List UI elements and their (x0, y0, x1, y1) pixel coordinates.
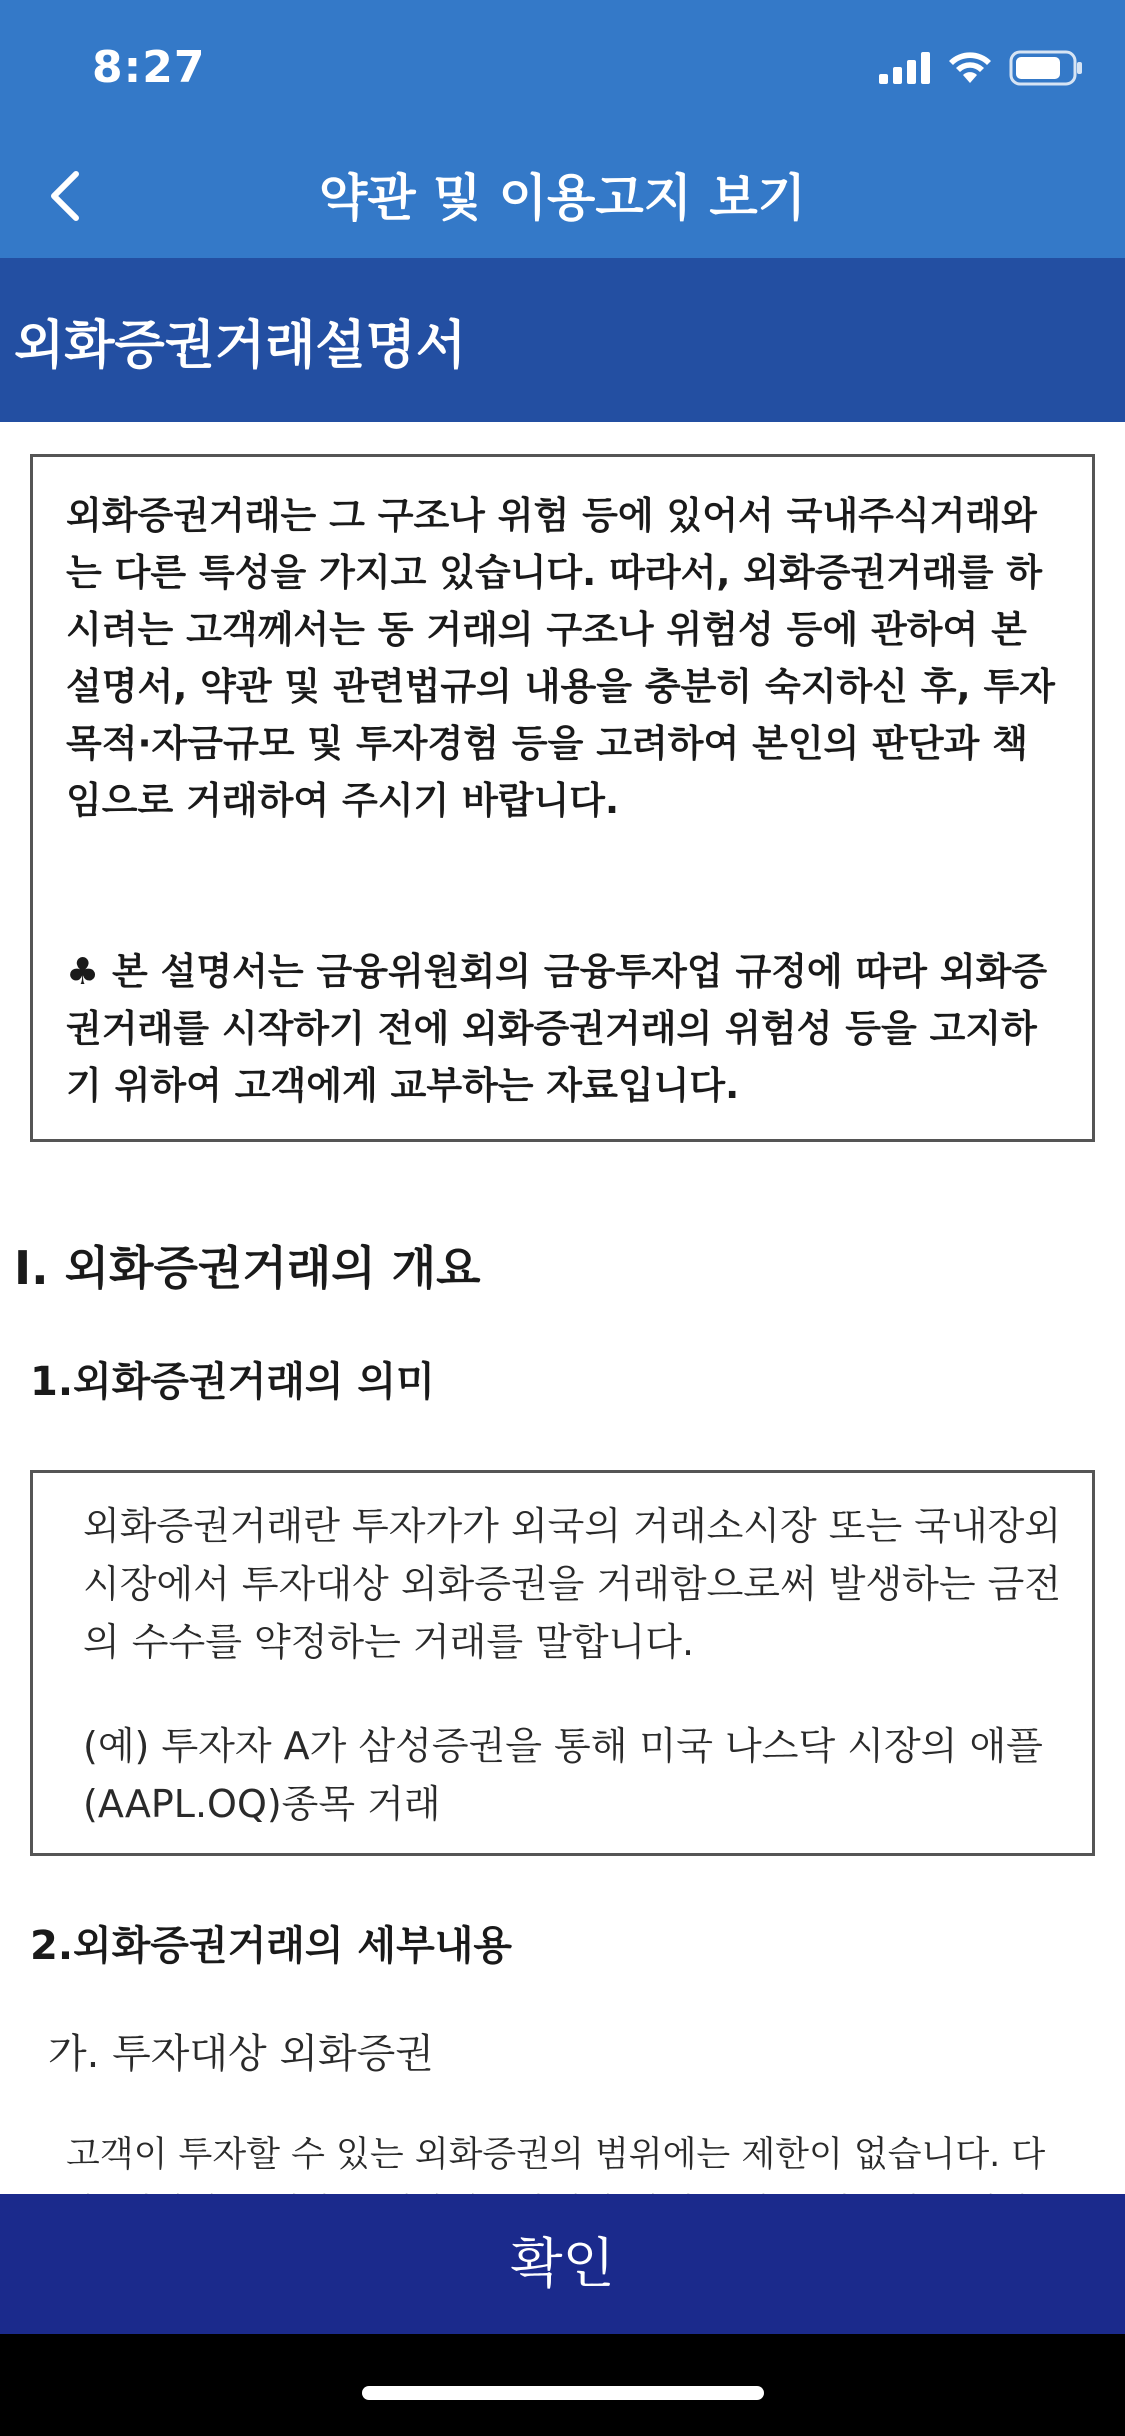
status-icons (879, 48, 1083, 88)
item-body: 고객이 투자할 수 있는 외화증권의 범위에는 제한이 없습니다. 다 (66, 2135, 1046, 2175)
wifi-icon (947, 51, 993, 85)
intro-paragraph: 외화증권거래는 그 구조나 위험 등에 있어서 국내주식거래와는 다른 특성을 가지고 있습니다. 따라서, 외화증권거래를 하시려는 고객께서는 동 거래의 구조나 위험성 등에 관하여 본 설명서, 약관 및 관련법규의 내용을 충분히 숙지하신 후, 투자목적·자금규모 및 투자경험 등을 고려하여 본인의 판단과 책임으로 거래하여 주시기 바랍니다. (66, 494, 1055, 822)
subsection-heading: 1.외화증권거래의 의미 (30, 1359, 435, 1405)
cellular-signal-icon (879, 52, 931, 84)
section-heading: I. 외화증권거래의 개요 (14, 1241, 481, 1295)
item-heading: 가. 투자대상 외화증권 (48, 2031, 434, 2077)
definition-box (30, 1470, 1095, 1856)
example-text: (예) 투자자 A가 삼성증권을 통해 미국 나스닥 시장의 애플(AAPL.OQ)종목 거래 (83, 1724, 1043, 1826)
intro-note: ♣ 본 설명서는 금융위원회의 금융투자업 규정에 따라 외화증권거래를 시작하기 전에 외화증권거래의 위험성 등을 고지하기 위하여 고객에게 교부하는 자료입니다. (66, 950, 1048, 1107)
nav-title: 약관 및 이용고지 보기 (319, 169, 806, 227)
home-indicator[interactable] (362, 2386, 764, 2400)
document-content[interactable] (0, 422, 1125, 2194)
app-header (0, 0, 1125, 258)
home-indicator-area (0, 2334, 1125, 2436)
subsection-heading: 2.외화증권거래의 세부내용 (30, 1923, 512, 1969)
definition-text: 외화증권거래란 투자가가 외국의 거래소시장 또는 국내장외시장에서 투자대상 외화증권을 거래함으로써 발생하는 금전의 수수를 약정하는 거래를 말합니다. (83, 1504, 1062, 1664)
confirm-button[interactable]: 확인 (0, 2194, 1125, 2334)
intro-notice-box (30, 454, 1095, 1142)
document-title: 외화증권거래설명서 (14, 316, 467, 376)
battery-icon (1009, 50, 1083, 86)
document-title-band (0, 258, 1125, 422)
status-time: 8:27 (92, 42, 206, 93)
